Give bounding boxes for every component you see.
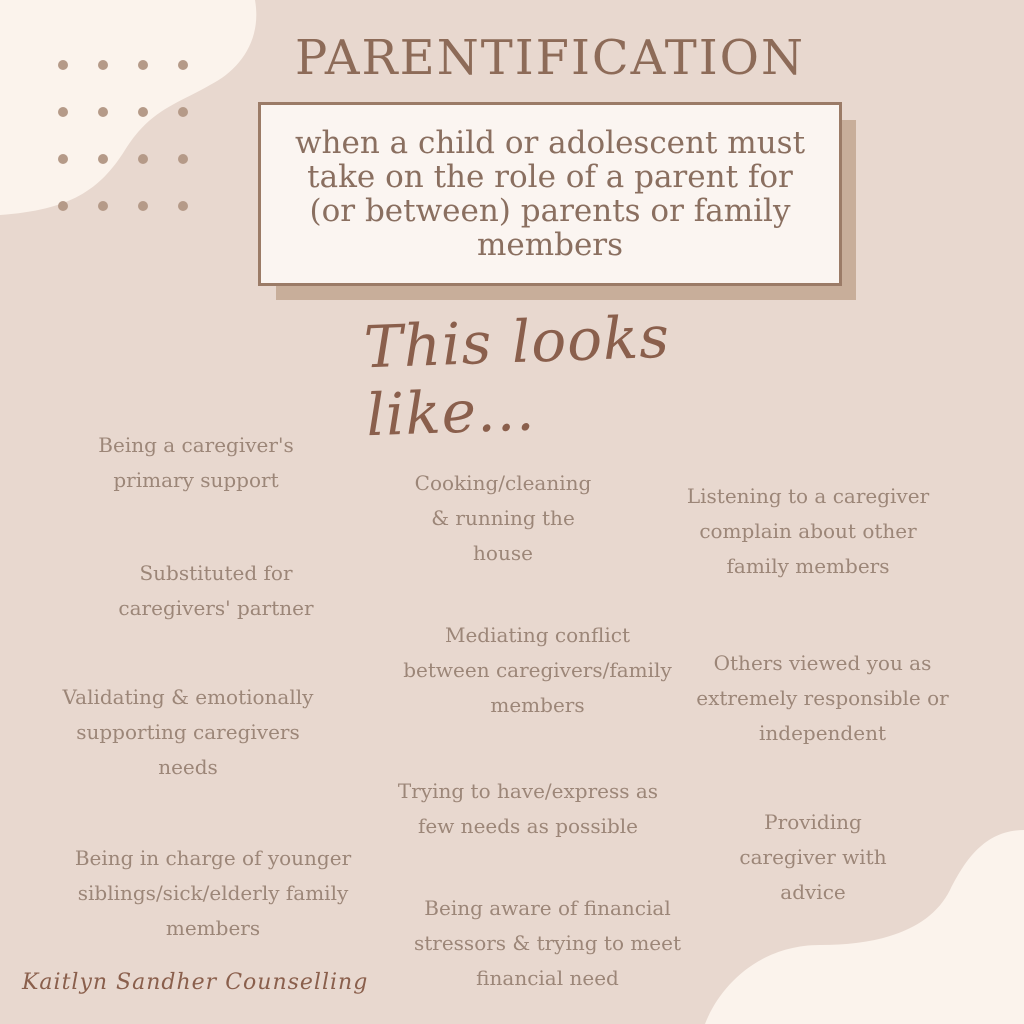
list-item: Substituted for caregivers' partner xyxy=(118,561,314,620)
list-item: Validating & emotionally supporting caregivers needs xyxy=(62,685,314,779)
dot xyxy=(138,60,148,70)
list-item: Others viewed you as extremely responsible or independent xyxy=(696,651,949,745)
list-item: Being in charge of younger siblings/sick/elderly family members xyxy=(74,846,352,940)
list-item: Being a caregiver's primary support xyxy=(98,433,294,492)
this-looks-like-heading: This looks like... xyxy=(362,302,672,450)
dot xyxy=(178,201,188,211)
dot xyxy=(178,60,188,70)
list-item: Cooking/cleaning & running the house xyxy=(414,471,592,565)
dot xyxy=(98,154,108,164)
dot xyxy=(98,107,108,117)
list-item: Listening to a caregiver complain about other family members xyxy=(686,484,930,578)
list-item: Providing caregiver with advice xyxy=(739,810,887,904)
list-item: Mediating conflict between caregivers/family members xyxy=(403,623,672,717)
dot xyxy=(58,201,68,211)
dot xyxy=(58,107,68,117)
dot xyxy=(58,154,68,164)
definition-box xyxy=(258,102,842,286)
dot xyxy=(58,60,68,70)
decorative-dot-grid xyxy=(50,56,200,220)
definition-text: when a child or adolescent must take on the role of a parent for (or between) parents or family members xyxy=(294,125,806,263)
dot xyxy=(138,154,148,164)
signature-text: Kaitlyn Sandher Counselling xyxy=(22,970,369,995)
list-item: Being aware of financial stressors & trying to meet financial need xyxy=(413,896,682,990)
dot xyxy=(138,201,148,211)
dot xyxy=(98,60,108,70)
dot xyxy=(178,107,188,117)
dot xyxy=(138,107,148,117)
dot xyxy=(178,154,188,164)
page-title: PARENTIFICATION xyxy=(294,30,806,86)
list-item: Trying to have/express as few needs as possible xyxy=(397,779,659,838)
dot xyxy=(98,201,108,211)
